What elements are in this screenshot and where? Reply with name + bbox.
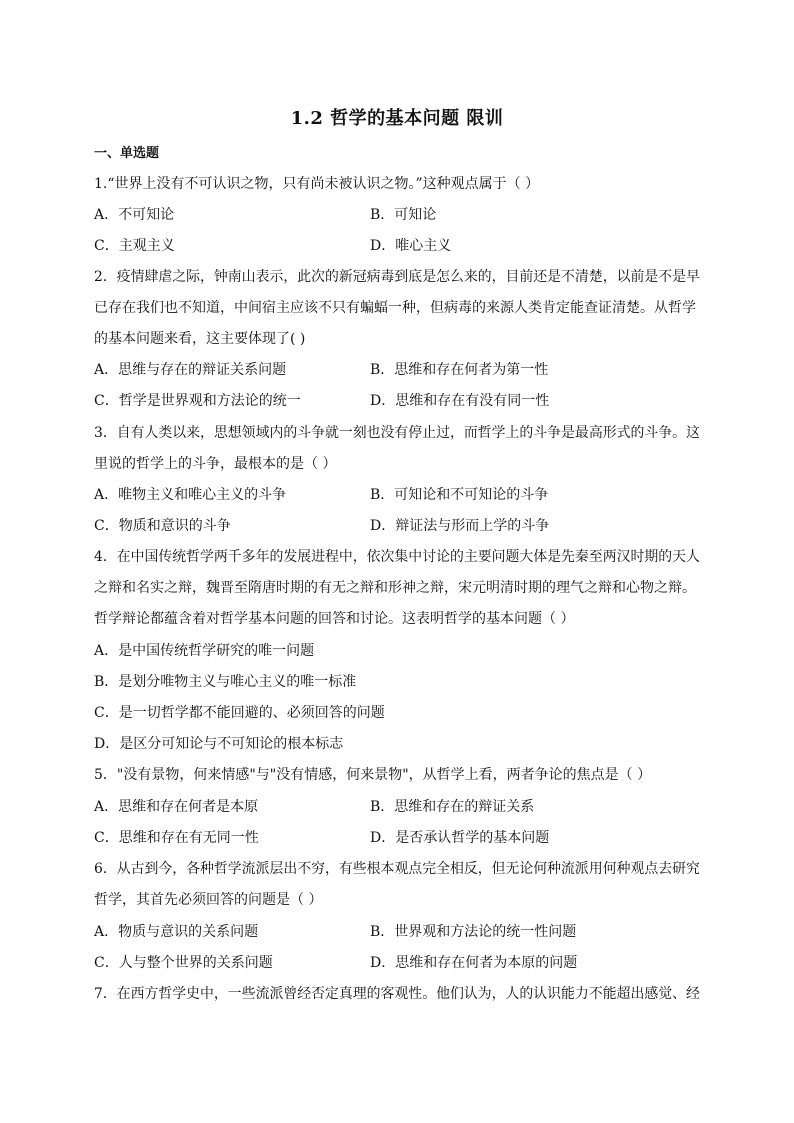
- q1-option-d: D．唯心主义: [370, 238, 452, 254]
- q4-option-b: B．是划分唯物主义与唯心主义的唯一标准: [94, 674, 357, 690]
- q3-option-a: A．唯物主义和唯心主义的斗争: [94, 487, 287, 503]
- q6-option-b: B．世界观和方法论的统一性问题: [370, 924, 577, 940]
- q6-option-c: C．人与整个世界的关系问题: [94, 955, 273, 971]
- q5-option-c: C．思维和存在有无同一性: [94, 830, 259, 846]
- q6-stem-line: 哲学，其首先必须回答的问题是（ ）: [94, 892, 323, 908]
- q3-stem-line: 里说的哲学上的斗争，最根本的是（ ）: [94, 456, 337, 472]
- q6-option-a: A．物质与意识的关系问题: [94, 924, 259, 940]
- q2-stem-line: 的基本问题来看，这主要体现了( ): [94, 331, 306, 347]
- q4-stem-line: 哲学辩论都蕴含着对哲学基本问题的回答和讨论。这表明哲学的基本问题（ ）: [94, 611, 575, 627]
- q5-option-a: A．思维和存在何者是本原: [94, 799, 259, 815]
- q4-option-c: C．是一切哲学都不能回避的、必须回答的问题: [94, 705, 385, 721]
- q5-option-d: D．是否承认哲学的基本问题: [370, 830, 550, 846]
- q3-option-c: C．物质和意识的斗争: [94, 518, 231, 534]
- q1-stem-line: 1.“世界上没有不可认识之物，只有尚未被认识之物。”这种观点属于（ ）: [94, 176, 540, 192]
- q4-stem-line: 4．在中国传统哲学两千多年的发展进程中，依次集中讨论的主要问题大体是先秦至两汉时期的天人: [94, 549, 700, 565]
- q1-option-a: A．不可知论: [94, 207, 175, 223]
- q4-option-d: D．是区分可知论与不可知论的根本标志: [94, 736, 344, 752]
- q2-option-b: B．思维和存在何者为第一性: [370, 362, 549, 378]
- q5-option-b: B．思维和存在的辩证关系: [370, 799, 535, 815]
- q5-stem-line: 5．"没有景物，何来情感"与"没有情感，何来景物"，从哲学上看，两者争论的焦点是（ ）: [94, 767, 652, 783]
- q1-option-c: C．主观主义: [94, 238, 175, 254]
- q6-stem-line: 6．从古到今，各种哲学流派层出不穷，有些根本观点完全相反，但无论何种流派用何种观点去研究: [94, 861, 700, 877]
- q7-stem-line: 7．在西方哲学史中，一些流派曾经否定真理的客观性。他们认为，人的认识能力不能超出感觉、经: [94, 986, 700, 1002]
- q1-option-b: B．可知论: [370, 207, 437, 223]
- q2-stem-line: 已存在我们也不知道，中间宿主应该不只有蝙蝠一种，但病毒的来源人类肯定能查证清楚。从哲学: [94, 300, 696, 316]
- q4-option-a: A．是中国传统哲学研究的唯一问题: [94, 643, 315, 659]
- q3-option-d: D．辩证法与形而上学的斗争: [370, 518, 550, 534]
- section-heading: 一、单选题: [94, 146, 160, 161]
- q2-option-c: C．哲学是世界观和方法论的统一: [94, 393, 301, 409]
- q3-stem-line: 3．自有人类以来，思想领域内的斗争就一刻也没有停止过，而哲学上的斗争是最高形式的斗争。这: [94, 425, 700, 441]
- q4-stem-line: 之辩和名实之辩，魏晋至隋唐时期的有无之辩和形神之辩，宋元明清时期的理气之辩和心物之辩。: [94, 580, 696, 596]
- q2-option-d: D．思维和存在有没有同一性: [370, 393, 550, 409]
- page-title: 1.2 哲学的基本问题 限训: [290, 108, 504, 129]
- q3-option-b: B．可知论和不可知论的斗争: [370, 487, 549, 503]
- q2-option-a: A．思维与存在的辩证关系问题: [94, 362, 287, 378]
- q2-stem-line: 2．疫情肆虐之际，钟南山表示，此次的新冠病毒到底是怎么来的，目前还是不清楚，以前是不是早: [94, 269, 700, 285]
- q6-option-d: D．思维和存在何者为本原的问题: [370, 955, 578, 971]
